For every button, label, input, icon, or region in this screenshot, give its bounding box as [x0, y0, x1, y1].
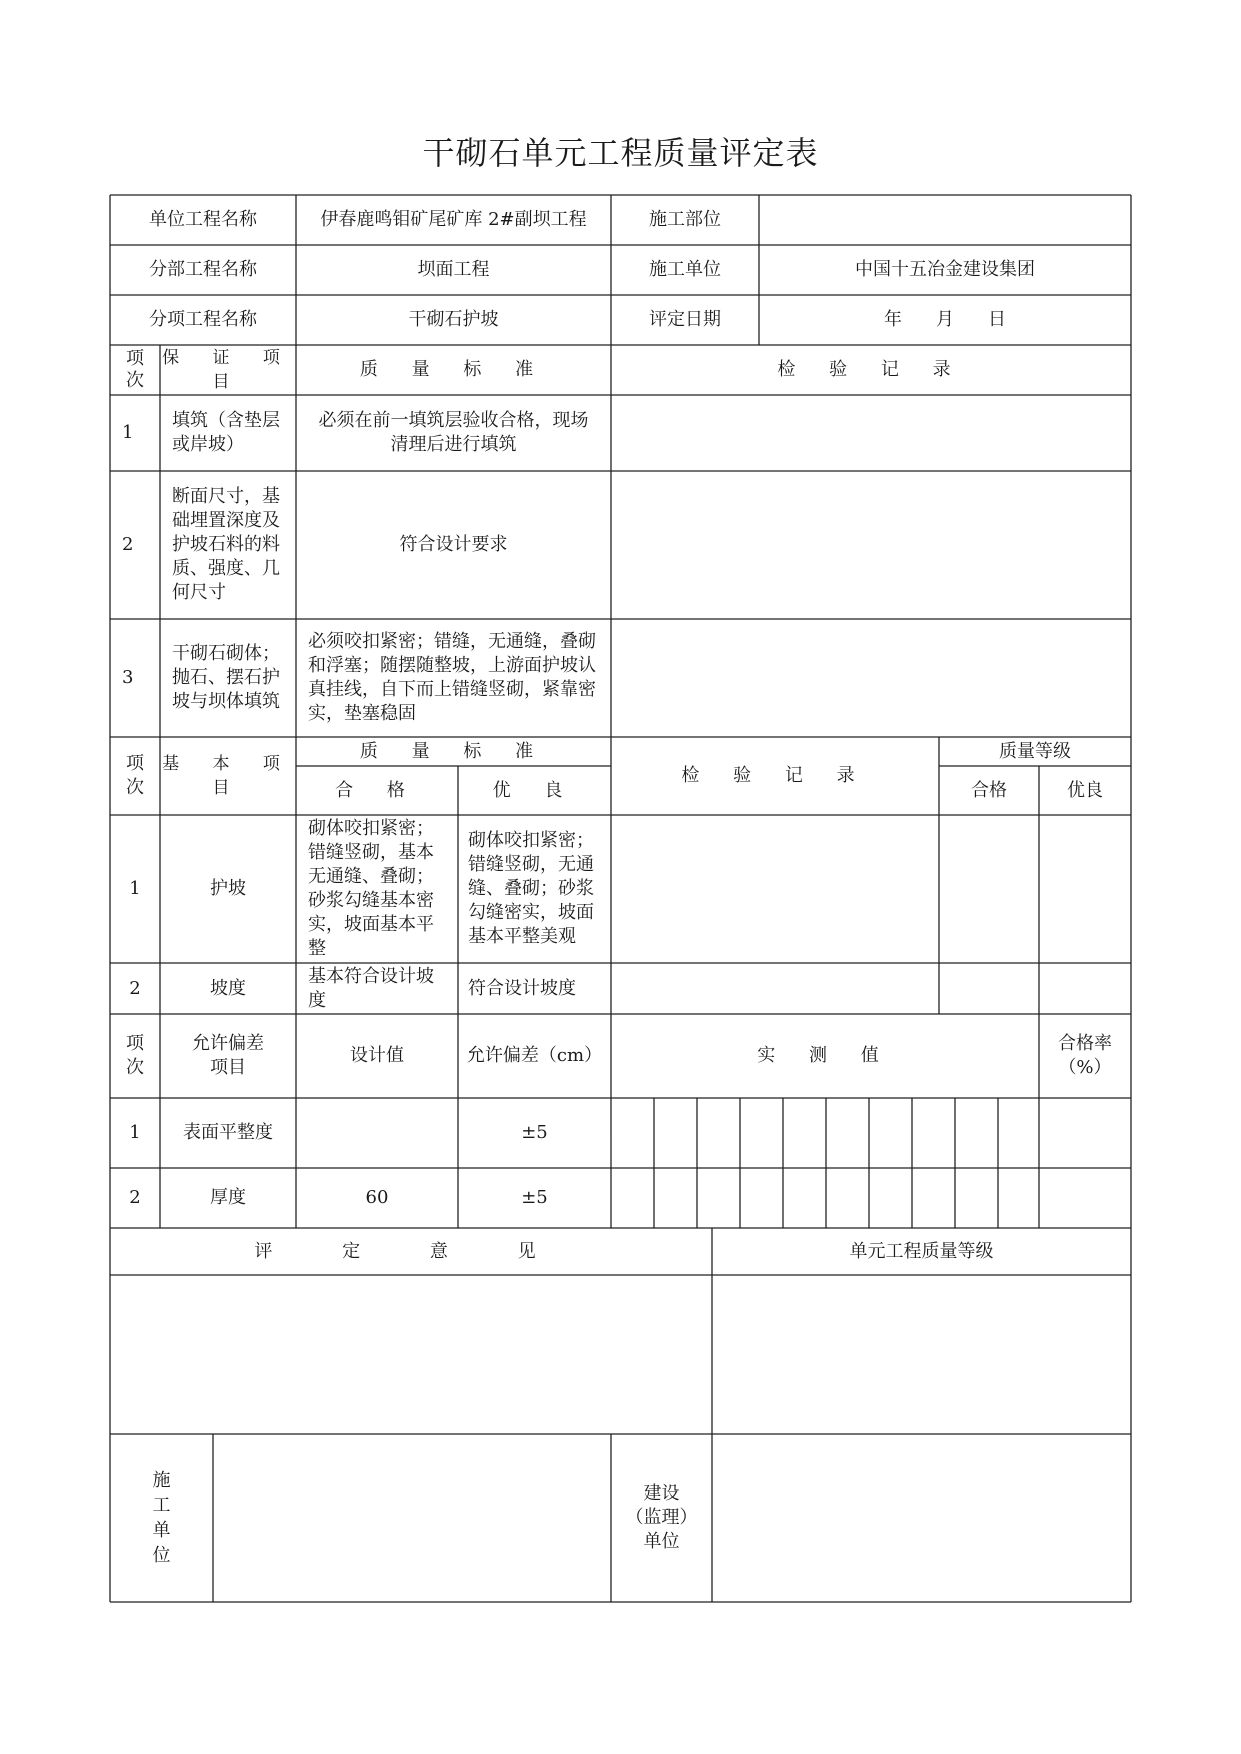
basic-header-pass: 合 格: [335, 779, 419, 801]
opinion-label: 评 定 意 见: [254, 1240, 568, 1262]
deviation-header-allow: 允许偏差（cm）: [466, 1045, 603, 1066]
signoff-owner-label-2: （监理）: [625, 1507, 698, 1528]
date-value[interactable]: [759, 295, 1131, 345]
grade-area[interactable]: [712, 1275, 1131, 1434]
basic-row-1-pass: 砌体咬扣紧密；错缝竖砌，基本无通缝、叠砌；砂浆勾缝基本密实，坡面基本平整: [308, 818, 434, 959]
division-label: 分部工程名称: [149, 259, 257, 280]
unit-project-value: 伊春鹿鸣钼矿尾矿库 2#副坝工程: [320, 209, 587, 230]
basic-row-2-item: 坡度: [210, 977, 246, 999]
guarantee-header-no: 项次: [126, 348, 144, 391]
guarantee-row-2-standard: 符合设计要求: [399, 534, 508, 555]
construction-part-label: 施工部位: [649, 209, 721, 230]
contractor-value: 中国十五冶金建设集团: [855, 259, 1035, 280]
guarantee-row-2-item: 断面尺寸，基础埋置深度及护坡石料的料质、强度、几何尺寸: [172, 486, 280, 603]
deviation-header-rate: 合格率（%）: [1058, 1033, 1112, 1078]
date-day: 日: [988, 309, 1006, 330]
guarantee-row-3-no: 3: [122, 667, 134, 688]
deviation-row-2-item: 厚度: [210, 1187, 246, 1208]
signoff-owner-label-1: 建设: [643, 1483, 680, 1504]
basic-row-1-item: 护坡: [210, 878, 246, 899]
guarantee-row-1-no: 1: [122, 422, 134, 443]
guarantee-header-record: 检 验 记 录: [777, 359, 965, 380]
basic-header-excellent: 优 良: [492, 779, 577, 801]
unit-project-label: 单位工程名称: [149, 209, 257, 230]
basic-header-record: 检 验 记 录: [681, 765, 869, 786]
basic-header-grade: 质量等级: [999, 740, 1071, 762]
guarantee-row-2-no: 2: [122, 534, 134, 555]
page-title: 干砌石单元工程质量评定表: [422, 134, 819, 172]
deviation-row-2-allow: ±5: [521, 1187, 548, 1208]
deviation-row-1-allow: ±5: [521, 1122, 548, 1143]
deviation-header-measured: 实 测 值: [757, 1045, 893, 1066]
deviation-row-2-design[interactable]: 60: [365, 1187, 389, 1208]
opinion-area[interactable]: [110, 1275, 712, 1434]
contractor-label: 施工单位: [649, 259, 721, 280]
deviation-row-1-item: 表面平整度: [183, 1122, 273, 1143]
basic-header-standard: 质 量 标 准: [359, 740, 548, 762]
deviation-header-no: 项次: [126, 1033, 144, 1078]
guarantee-row-1-item: 填筑（含垫层或岸坡）: [172, 410, 280, 455]
basic-row-2-pass: 基本符合设计坡度: [308, 965, 434, 1011]
basic-row-1-record[interactable]: [611, 815, 939, 963]
signoff-owner-label-3: 单位: [643, 1531, 680, 1552]
signoff-owner-label: [611, 1434, 712, 1602]
deviation-header-item: 允许偏差项目: [192, 1033, 264, 1078]
subitem-label: 分项工程名称: [149, 309, 257, 330]
guarantee-header-item: 保 证 项 目: [162, 348, 294, 392]
signoff-contractor-area[interactable]: [213, 1434, 611, 1602]
division-value: 坝面工程: [417, 259, 490, 280]
basic-header-item: 基 本 项 目: [162, 754, 294, 798]
guarantee-row-1-standard: 必须在前一填筑层验收合格，现场清理后进行填筑: [318, 410, 589, 455]
basic-row-1-excellent: 砌体咬扣紧密；错缝竖砌，无通缝、叠砌；砂浆勾缝密实，坡面基本平整美观: [468, 830, 594, 947]
date-month: 月: [936, 309, 954, 330]
deviation-row-2-no: 2: [129, 1187, 141, 1208]
basic-header-grade-pass: 合格: [971, 779, 1007, 801]
deviation-row-1-design[interactable]: [296, 1098, 458, 1168]
basic-row-2-excellent: 符合设计坡度: [468, 977, 576, 999]
grade-label: 单元工程质量等级: [849, 1240, 994, 1262]
guarantee-row-1-record[interactable]: [611, 395, 1131, 471]
basic-header-no: 项次: [126, 753, 144, 798]
basic-header-grade-excellent: 优良: [1067, 779, 1103, 801]
deviation-header-design: 设计值: [350, 1045, 404, 1066]
deviation-row-1-no: 1: [129, 1122, 141, 1143]
basic-row-2-no: 2: [129, 977, 141, 999]
guarantee-row-3-standard: 必须咬扣紧密；错缝，无通缝，叠砌和浮塞；随摆随整坡，上游面护坡认真挂线，自下而上错缝竖砌，紧靠密实，垫塞稳固: [308, 631, 596, 724]
signoff-owner-area[interactable]: [712, 1434, 1131, 1602]
date-year: 年: [884, 309, 902, 330]
date-label: 评定日期: [649, 309, 721, 330]
construction-part-value[interactable]: [759, 195, 1131, 245]
guarantee-row-3-record[interactable]: [611, 619, 1131, 737]
signoff-contractor-label: 施工单位: [152, 1470, 171, 1566]
guarantee-row-3-item: 干砌石砌体；抛石、摆石护坡与坝体填筑: [172, 643, 280, 712]
guarantee-row-2-record[interactable]: [611, 471, 1131, 619]
basic-row-1-no: 1: [129, 878, 141, 899]
basic-row-2-record[interactable]: [611, 963, 939, 1014]
subitem-value: 干砌石护坡: [408, 309, 499, 330]
guarantee-header-standard: 质 量 标 准: [359, 359, 548, 380]
